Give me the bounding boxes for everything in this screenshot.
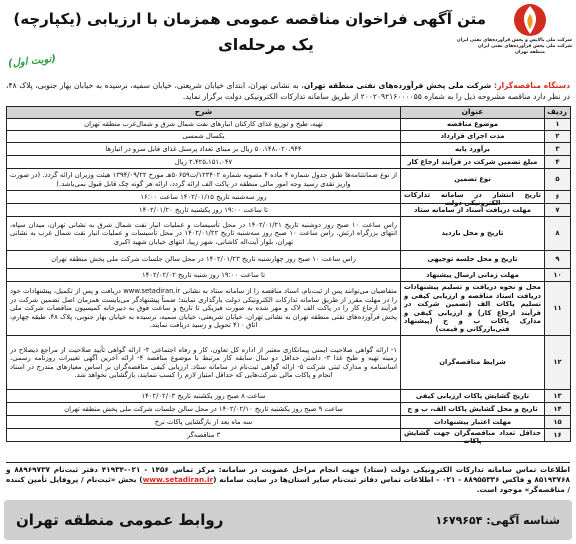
table-row	[7, 131, 571, 143]
row-number-cell	[545, 269, 571, 282]
table-row	[7, 143, 571, 156]
logo-text-line: منطقه تهران	[515, 50, 545, 55]
contact-info-text: اطلاعات تماس سامانه تدارکات الکترونیکی دولت (ستاد) جهت انجام مراحل عضویت در سامانه: مرکز تماس ۱۴۵۶ - ۰۲۱-۴۱۹۳۴ دفتر ثبت‌نام ۸۸۹۶۹۷۳۷ و ۸۵۱۹۳۷۶۸ و فاکس ۸۸۹۵۵۳۳۶ - ۰۲۱ - اطلاعات تماس دفاتر ثبت‌نام سایر استان‌ها در سایت سامانه	[6, 465, 571, 484]
row-title-text: تاریخ و محل جلسه توجیهی	[427, 255, 518, 264]
row-number-cell	[545, 416, 571, 429]
table-row	[7, 390, 571, 403]
table-header-row	[7, 107, 571, 119]
page-title	[13, 6, 486, 58]
row-title-cell	[401, 429, 545, 446]
table-body	[7, 119, 571, 446]
row-number-text: ۱۲	[553, 358, 562, 367]
row-title-cell	[401, 169, 545, 191]
row-description-text: از نوع ضمانتنامه‌ها طبق جدول شماره ۴ ماده ۴ مصوبه شماره ۱۲۳۴۰۲/ت۵۰۶۵۹هـ مورخ ۱۳۹۴/۰۹/۲۲ هیئت وزیران ارائه گردد. (در صورت واریز نقدی رسید وجه امور مالی منطقه در پاکت الف ارائه گردد، ارائه هر گونه چک قابل قبول نمی‌باشد.)	[10, 171, 397, 188]
row-title-text: تاریخ انتشار در سامانه تدارکات الکترونیکی دولت	[404, 191, 541, 208]
row-description-cell	[7, 251, 401, 269]
table-row	[7, 204, 571, 217]
row-description-cell	[7, 131, 401, 143]
row-number-cell	[545, 251, 571, 269]
row-title-text: مبلغ تضمین شرکت در فرآیند ارجاع کار	[407, 157, 538, 166]
row-description-text: ۱- ارائه گواهی صلاحیت ایمنی پیمانکاری معتبر از اداره کل تعاون، کار و رفاه اجتماعی ۲- ارائه گواهی تأیید صلاحیت از مراجع ذیصلاح در زمینه تهیه و طبخ غذا ۳- داشتن حداقل دو سال سابقه کار مرتبط با موضوع مناقصه ۴- ارائه آخرین آگهی تغییرات روزنامه رسمی، اساسنامه و مدارک ثبتی شرکت ۵- ارائه گواهی ثبت‌نام در سامانه ستاد. ارزیابی کیفی مناقصه‌گران بر اساس معیارهای مندرج در اسناد انجام و پاکات مالی شرکت‌هایی که حداقل امتیاز لازم را کسب ننمایند، بازگشایی نخواهد شد.	[10, 345, 397, 379]
row-title-cell	[401, 416, 545, 429]
row-number-cell	[545, 390, 571, 403]
row-description-text: ۵۰،۱۴۸،۰۲۰،۹۴۴ ریال بر مبنای تعداد پرسنل غذای قابل سرو در انبارها	[105, 144, 302, 153]
row-number-cell	[545, 169, 571, 191]
row-description-cell	[7, 169, 401, 191]
row-title-cell	[401, 403, 545, 416]
row-number-text: ۱۱	[553, 304, 562, 313]
table-row	[7, 282, 571, 336]
row-title-text: مهلت زمانی ارسال پیشنهاد	[426, 270, 519, 279]
row-description-text: تا ساعت ۱۹:۰۰ روز شنبه تاریخ ۱۴۰۲/۰۲/۰۲	[142, 270, 265, 279]
header-description: شرح	[7, 107, 401, 119]
row-number-cell	[545, 143, 571, 156]
row-description-cell	[7, 429, 401, 442]
row-title-text: تاریخ و محل گشایش پاکات الف، ب و ج	[407, 404, 538, 413]
contact-info: اطلاعات تماس سامانه تدارکات الکترونیکی دولت (ستاد) جهت انجام مراحل عضویت در سامانه: مرکز تماس ۱۴۵۶ - ۰۲۱-۴۱۹۳۴ دفتر ثبت‌نام ۸۸۹۶۹۷۳۷ و ۸۵۱۹۳۷۶۸ و فاکس ۸۸۹۵۵۳۳۶ - ۰۲۱ - اطلاعات تماس دفاتر ثبت‌نام سایر استان‌ها در سایت سامانه (www.setadiran.ir) بخش «ثبت‌نام / پروفایل تأمین کننده / مناقصه‌گر» موجود است.	[6, 462, 570, 496]
row-description-text: سه ماه بعد از بازگشایی پاکات نرخ	[154, 417, 253, 426]
row-description-cell	[7, 282, 401, 336]
row-title-cell	[401, 282, 545, 336]
setad-website-link[interactable]: www.setadiran.ir	[142, 475, 214, 484]
table-row	[7, 251, 571, 269]
bottom-bar	[4, 500, 572, 540]
header-row-number: ردیف	[545, 107, 571, 119]
row-title-cell	[401, 191, 545, 208]
row-description-cell	[7, 204, 401, 217]
row-title-text: تاریخ و محل بازدید	[441, 229, 504, 238]
row-title-cell	[401, 390, 545, 403]
row-title-text: مهلت اعتبار پیشنهادات	[433, 417, 512, 426]
row-description-text: تا ساعت ۱۹:۰۰ روز یکشنبه تاریخ ۱۴۰۲/۰۱/۲۰	[139, 205, 268, 214]
row-number-text: ۱۳	[553, 391, 562, 400]
row-title-text: مدت اجرای قرارداد	[440, 132, 505, 141]
table-row	[7, 119, 571, 131]
row-description-text: ۲،۴۲۵،۱۵۱،۰۴۷ ریال	[174, 157, 233, 166]
round-badge: (نوبت اول)	[7, 53, 57, 70]
intro-paragraph	[6, 80, 570, 104]
ad-id: شناسه آگهی: ۱۶۷۹۶۵۴	[435, 513, 560, 527]
row-title-text: شرایط مناقصه‌گران	[439, 358, 506, 367]
row-number-cell	[545, 429, 571, 442]
row-number-text: ۱	[555, 120, 560, 129]
row-number-text: ۵	[555, 175, 560, 184]
title-line-1: متن آگهی فراخوان مناقصه عمومی همزمان با ارزیابی (یکپارچه)	[13, 10, 486, 28]
row-description-cell	[7, 191, 401, 204]
row-title-cell	[401, 131, 545, 143]
row-title-text: حداقل تعداد مناقصه‌گران جهت گشایش پاکات	[404, 429, 541, 446]
table-row	[7, 336, 571, 390]
title-line-2: یک مرحله‌ای	[218, 35, 314, 54]
row-number-cell	[545, 156, 571, 169]
row-title-text: نوع تضمین	[454, 175, 491, 184]
row-number-text: ۱۰	[553, 270, 562, 279]
row-description-text: ساعت ۹ صبح روز یکشنبه تاریخ ۱۴۰۲/۰۲/۱۰ در محل سالن جلسات شرکت ملی پخش منطقه تهران	[64, 404, 343, 413]
row-description-cell	[7, 269, 401, 282]
row-description-cell	[7, 390, 401, 403]
row-description-text: راس ساعت ۱۰ صبح روز دوشنبه تاریخ ۱۴۰۲/۰۱/۲۱ در محل تأسیسات و عملیات انبار نفت شمال شرق به نشانی تهران، میدان سپاه، انتهای بزرگراه ارتش. راس ساعت ۱۰ صبح روز سه‌شنبه تاریخ ۱۴۰۲/۰۱/۲۲ در محل تأسیسات و عملیات انبار نفت شمال غرب به نشانی تهران، بلوار آیت‌اله کاشانی، شهر زیبا، انتهای خیابان شهید اکبری	[10, 220, 397, 246]
row-number-text: ۸	[555, 229, 560, 238]
intro-organization: شرکت ملی پخش فرآورده‌های نفتی منطقه تهران	[303, 81, 492, 90]
table-row	[7, 416, 571, 429]
row-title-cell	[401, 336, 545, 390]
row-number-text: ۷	[555, 205, 560, 214]
row-title-text: تاریخ گشایش پاکات ارزیابی کیفی	[415, 391, 530, 400]
row-title-text: برآورد پایه	[455, 144, 490, 153]
row-description-cell	[7, 156, 401, 169]
table-row	[7, 156, 571, 169]
row-number-cell	[545, 191, 571, 204]
row-description-cell	[7, 119, 401, 131]
row-number-cell	[545, 403, 571, 416]
row-number-text: ۱۵	[553, 417, 562, 426]
row-description-cell	[7, 403, 401, 416]
logo-text-line: شرکت ملی پالایش و پخش فرآورده‌های نفتی ایران	[456, 38, 572, 43]
table-row	[7, 191, 571, 204]
row-title-cell	[401, 217, 545, 251]
row-title-cell	[401, 251, 545, 269]
row-description-text: تهیه، طبخ و توزیع غذای کارکنان انبارهای نفت شمال شرق و شمال‌غرب منطقه تهران	[84, 120, 323, 129]
row-description-cell	[7, 416, 401, 429]
row-description-text: راس ساعت ۱۰ صبح روز چهارشنبه تاریخ ۱۴۰۲/۰۱/۲۳ در محل سالن جلسات شرکت ملی پخش منطقه تهران	[51, 255, 356, 264]
row-title-text: موضوع مناقصه	[446, 120, 499, 129]
row-number-cell	[545, 131, 571, 143]
row-number-cell	[545, 217, 571, 251]
row-title-cell	[401, 204, 545, 217]
contact-info-text-2: بخش «ثبت‌نام / پروفایل تأمین کننده / مناقصه‌گر» موجود است.	[6, 475, 570, 494]
row-title-cell	[401, 156, 545, 169]
intro-label: دستگاه مناقصه‌گزار:	[491, 81, 570, 90]
row-description-text: ۳ مناقصه‌گر	[186, 430, 221, 439]
row-number-text: ۳	[555, 144, 560, 153]
row-title-text: محل و نحوه دریافت و تسلیم پیشنهادات دریافت اسناد مناقصه و ارزیابی کیفی و تسلیم پاکات الف (تضمین شرکت در فرآیند ارجاع کار) و ارزیابی کیفی و مدارک پاکات ب و ج (پیشنهاد فنی‌بازرگانی و قیمت)	[404, 283, 541, 334]
company-logo	[456, 2, 572, 76]
row-description-cell	[7, 336, 401, 390]
row-number-text: ۱۴	[553, 404, 562, 413]
row-number-cell	[545, 336, 571, 390]
row-number-cell	[545, 204, 571, 217]
row-title-cell	[401, 143, 545, 156]
row-description-cell	[7, 143, 401, 156]
table-row	[7, 169, 571, 191]
row-number-text: ۱۶	[553, 430, 562, 439]
publisher-name: روابط عمومی منطقه تهران	[16, 511, 224, 529]
table-row	[7, 429, 571, 442]
row-number-cell	[545, 119, 571, 131]
table-row	[7, 403, 571, 416]
row-number-cell	[545, 282, 571, 336]
row-description-text: متقاضیان می‌توانند پس از ثبت‌نام، اسناد مناقصه را از سامانه ستاد به نشانی www.setadiran.ir دریافت و پس از تکمیل، پیشنهادات خود را در مهلت مقرر از طریق سامانه تدارکات الکترونیکی دولت بارگذاری نمایند؛ ضمناً پیشنهادگر می‌بایست همزمان اصل تضمین شرکت در فرآیند ارجاع کار را در پاکت الف لاک و مهر شده به صورت فیزیکی تا تاریخ و ساعت فوق به دبیرخانه کمیسیون مناقصات شرکت ملی پخش فرآورده‌های نفتی منطقه تهران به نشانی تهران، خیابان شریعتی، خیابان سمیه، نرسیده به خیابان بهار جنوبی، پلاک ۴۸، طبقه چهارم، اتاق ۴۱۰ تحویل و رسید دریافت نمایند.	[10, 287, 397, 330]
table-row	[7, 217, 571, 251]
row-title-cell	[401, 119, 545, 131]
row-number-text: ۴	[555, 157, 560, 166]
header-title: عنوان	[401, 107, 545, 119]
row-description-text: ساعت ۸ صبح روز یکشنبه تاریخ ۱۴۰۲/۰۲/۰۳	[141, 391, 266, 400]
niopdc-flame-logo-icon	[508, 2, 552, 38]
row-number-text: ۶	[555, 192, 560, 201]
row-number-text: ۲	[555, 132, 560, 141]
row-description-cell	[7, 217, 401, 251]
row-description-text: روز سه‌شنبه تاریخ ۱۴۰۲/۰۱/۱۵ ساعت ۱۶:۰۰	[140, 192, 267, 201]
row-description-text: یکسال شمسی	[182, 132, 225, 141]
table-row	[7, 269, 571, 282]
row-number-text: ۹	[555, 255, 560, 264]
tender-table	[6, 106, 571, 446]
row-title-cell	[401, 269, 545, 282]
row-title-text: مهلت دریافت اسناد از سامانه ستاد	[414, 205, 531, 214]
logo-text-line: شرکت ملی پخش فرآورده‌های نفتی ایران	[477, 44, 572, 49]
intro-text: ، به نشانی تهران، ابتدای خیابان شریعتی، خیابان سمیه، نرسیده به خیابان بهار جنوبی، پلاک ۴۸، در نظر دارد مناقصه مشروحه ذیل را به شماره ۲۰۰۲۰۹۲۱۶۰۰۰۰۵۵ از طریق سامانه تدارکات الکترونیکی دولت برگزار نماید.	[6, 81, 570, 101]
